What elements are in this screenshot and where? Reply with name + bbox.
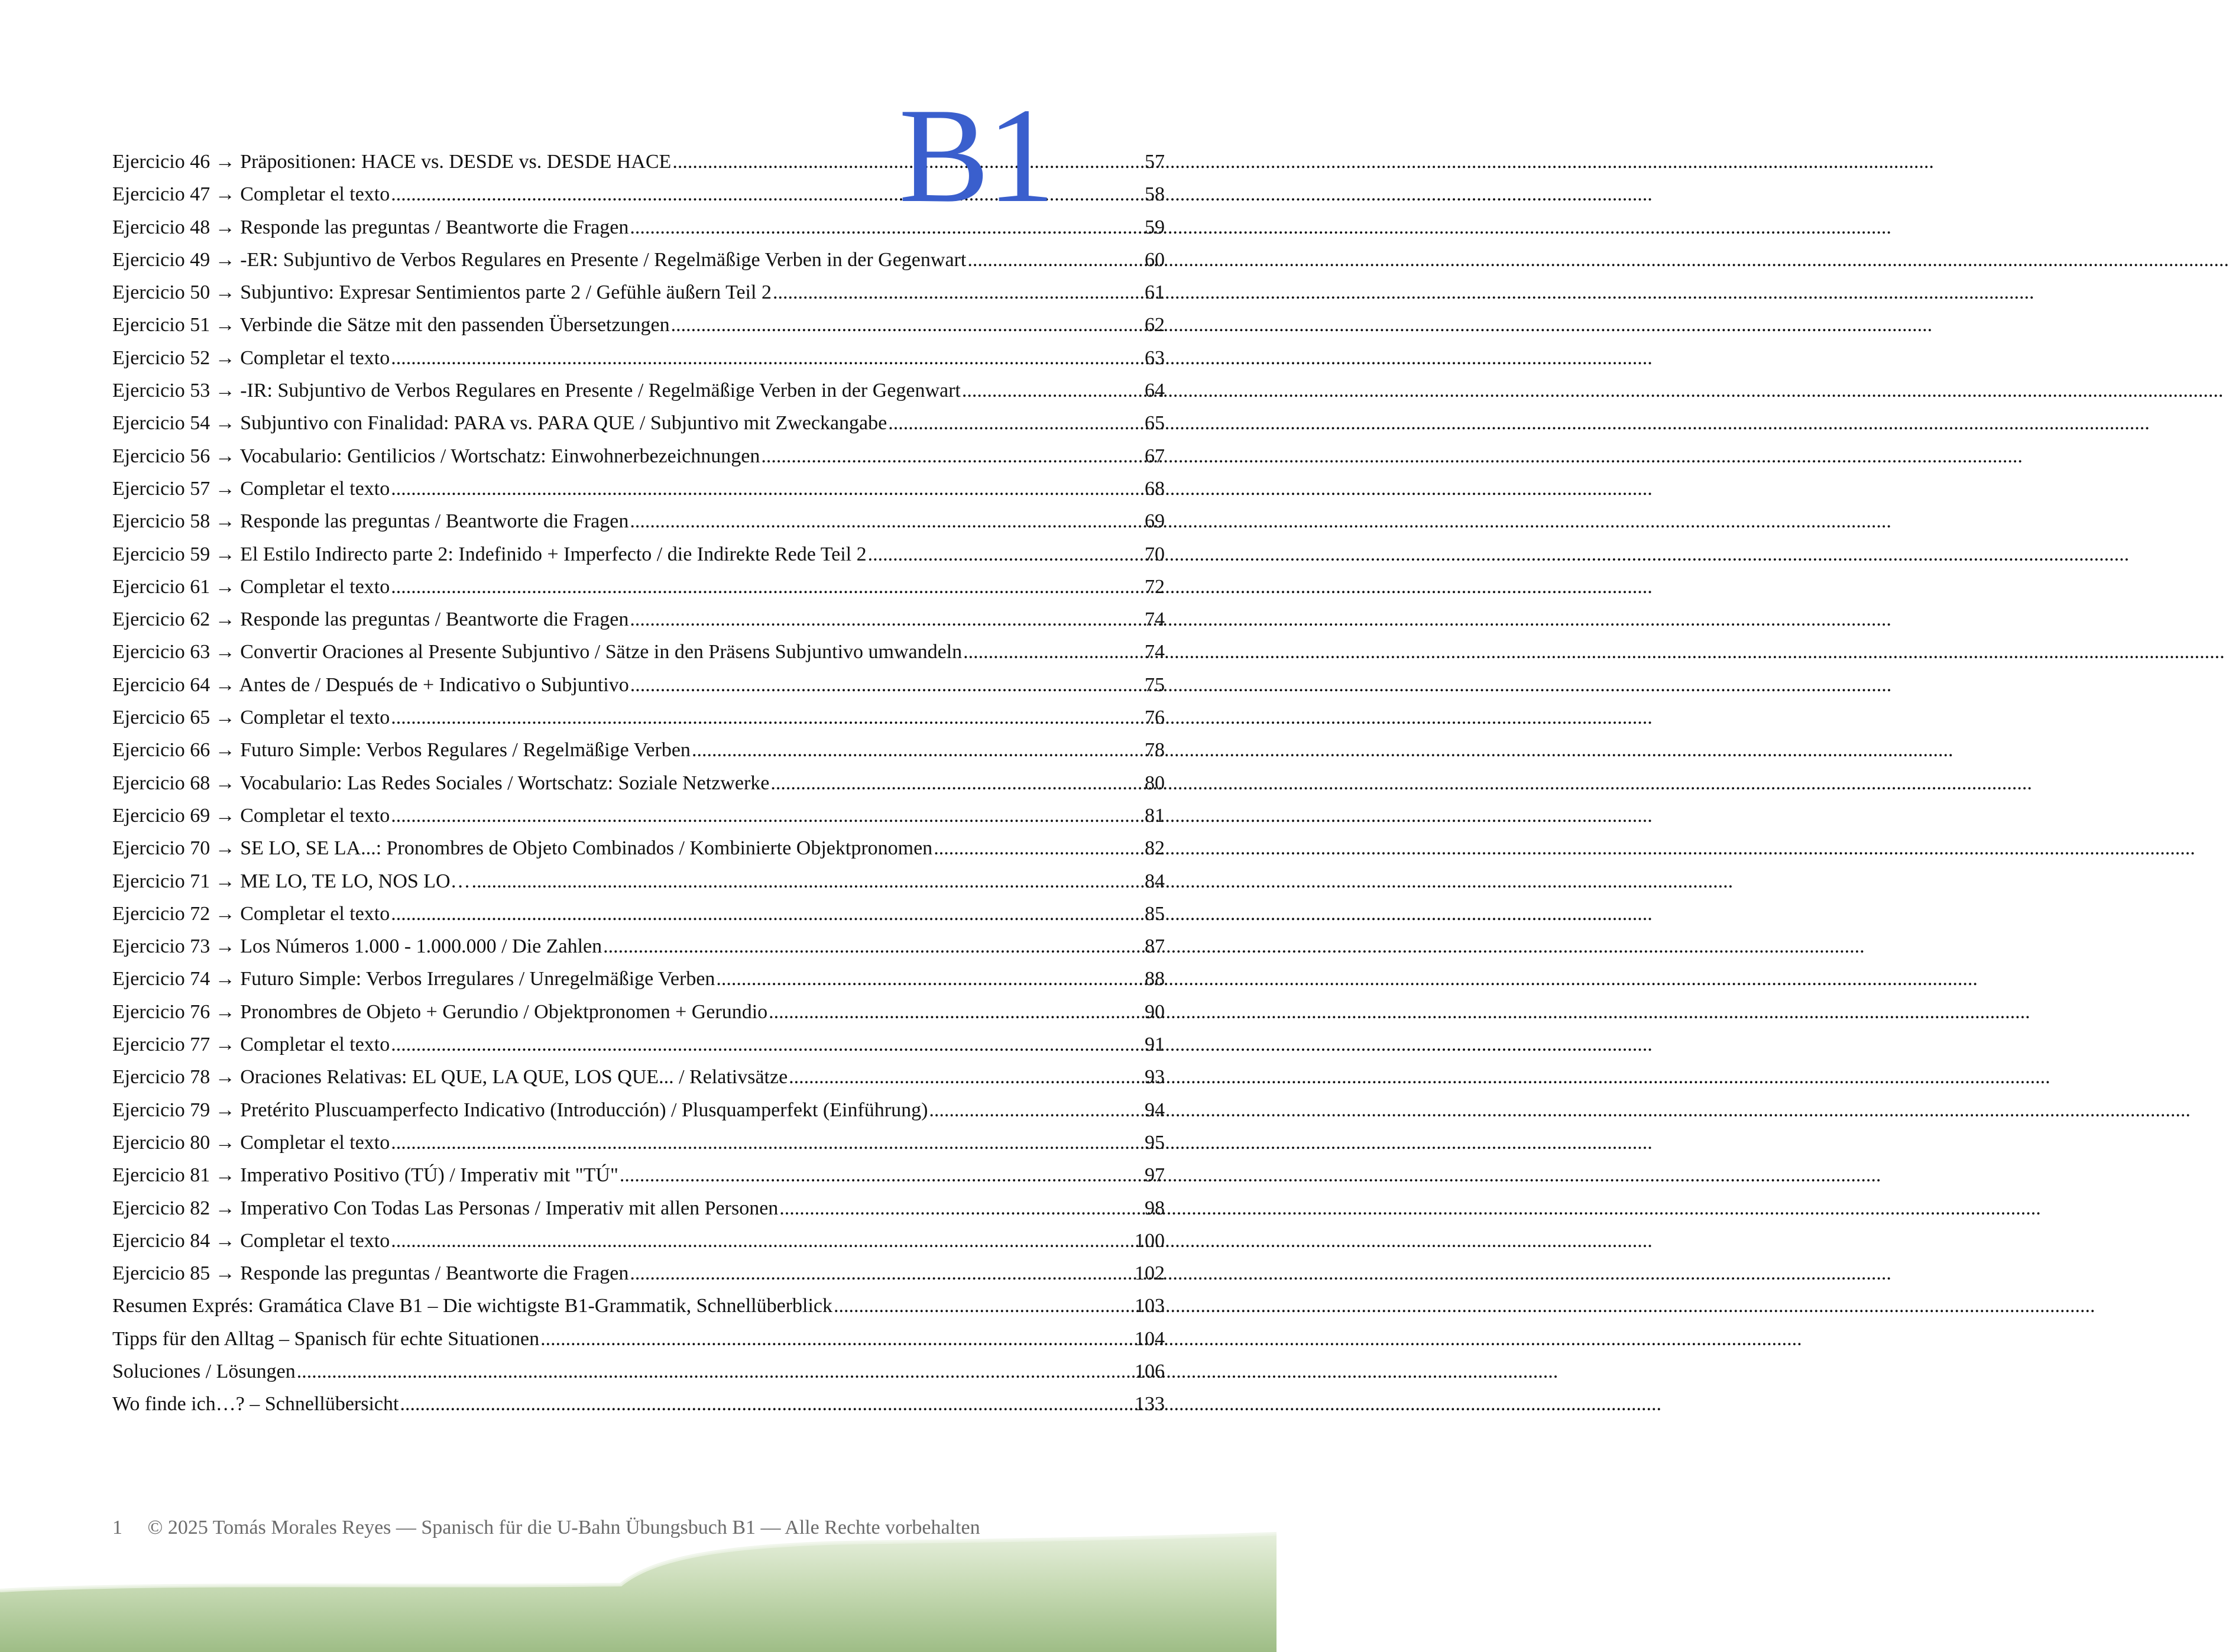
toc-dot-leader — [934, 837, 1143, 860]
toc-entry-title: Ejercicio 58 → Responde las preguntas / Beantworte die Fragen — [112, 510, 629, 533]
toc-dot-leader — [630, 674, 1143, 697]
toc-entry — [112, 641, 1165, 673]
toc-entry-title: Ejercicio 53 → -IR: Subjuntivo de Verbos Regulares en Presente / Regelmäßige Verben in der Gegenwart — [112, 380, 961, 402]
toc-dot-leader — [716, 968, 1143, 990]
toc-entry-page: 104 — [1135, 1327, 1165, 1350]
decorative-green-wave — [0, 1525, 1277, 1652]
toc-entry-title: Ejercicio 48 → Responde las preguntas / Beantworte die Fragen — [112, 216, 629, 238]
table-of-contents — [112, 151, 1165, 1426]
toc-entry-page: 91 — [1145, 1034, 1165, 1056]
toc-entry-title: Ejercicio 50 → Subjuntivo: Expresar Sentimientos parte 2 / Gefühle äußern Teil 2 — [112, 281, 772, 304]
toc-entry — [112, 1230, 1165, 1262]
page-number: 1 — [112, 1517, 122, 1538]
toc-entry-title: Ejercicio 56 → Vocabulario: Gentilicios / Wortschatz: Einwohnerbezeichnungen — [112, 445, 760, 467]
toc-entry-title: Ejercicio 59 → El Estilo Indirecto parte 2: Indefinido + Imperfecto / die Indirekte Rede Teil 2 — [112, 543, 867, 565]
toc-entry-title: Ejercicio 72 → Completar el texto — [112, 902, 390, 925]
toc-entry-page: 88 — [1145, 968, 1165, 990]
toc-entry — [112, 412, 1165, 445]
toc-entry-page: 70 — [1145, 543, 1165, 565]
toc-entry-page: 87 — [1145, 935, 1165, 958]
toc-entry — [112, 1393, 1165, 1426]
toc-entry-page: 62 — [1145, 314, 1165, 336]
toc-entry-title: Ejercicio 51 → Verbinde die Sätze mit den passenden Übersetzungen — [112, 314, 670, 336]
toc-entry — [112, 674, 1165, 707]
toc-entry — [112, 1132, 1165, 1164]
toc-dot-leader — [929, 1099, 1143, 1122]
toc-entry — [112, 1001, 1165, 1034]
toc-dot-leader — [391, 1132, 1143, 1154]
toc-entry — [112, 1328, 1165, 1361]
toc-entry-title: Ejercicio 81 → Imperativo Positivo (TÚ) / Imperativ mit "TÚ" — [112, 1164, 618, 1187]
toc-entry-title: Ejercicio 62 → Responde las preguntas / Beantworte die Fragen — [112, 608, 629, 631]
toc-dot-leader — [761, 445, 1143, 468]
toc-entry — [112, 1099, 1165, 1132]
toc-entry-title: Ejercicio 57 → Completar el texto — [112, 477, 390, 500]
toc-entry — [112, 445, 1165, 478]
level-badge: B1 — [899, 80, 1053, 231]
toc-dot-leader — [770, 772, 1143, 795]
toc-entry-title: Ejercicio 84 → Completar el texto — [112, 1229, 390, 1252]
toc-dot-leader — [391, 1230, 1133, 1252]
toc-entry — [112, 772, 1165, 805]
toc-entry — [112, 707, 1165, 739]
toc-entry — [112, 935, 1165, 968]
toc-entry-page: 82 — [1145, 837, 1165, 860]
toc-entry-title: Ejercicio 68 → Vocabulario: Las Redes Sociales / Wortschatz: Soziale Netzwerke — [112, 772, 770, 794]
toc-entry — [112, 968, 1165, 1000]
toc-dot-leader — [671, 314, 1143, 336]
page-footer — [112, 1517, 980, 1539]
toc-entry-page: 94 — [1145, 1099, 1165, 1121]
toc-entry — [112, 1361, 1165, 1393]
toc-dot-leader — [603, 935, 1143, 958]
toc-entry — [112, 1066, 1165, 1099]
toc-entry-page: 95 — [1145, 1131, 1165, 1154]
toc-entry-page: 102 — [1135, 1262, 1165, 1285]
toc-entry — [112, 870, 1165, 903]
toc-entry-title: Ejercicio 66 → Futuro Simple: Verbos Regulares / Regelmäßige Verben — [112, 739, 691, 762]
toc-entry-page: 97 — [1145, 1164, 1165, 1187]
toc-dot-leader — [630, 608, 1143, 631]
toc-entry-title: Tipps für den Alltag – Spanisch für echte Situationen — [112, 1327, 540, 1350]
toc-entry-page: 75 — [1145, 673, 1165, 696]
toc-entry-page: 76 — [1145, 707, 1165, 729]
toc-entry-page: 90 — [1145, 1000, 1165, 1023]
toc-entry-title: Ejercicio 63 → Convertir Oraciones al Presente Subjuntivo / Sätze in den Präsens Subjuntivo umwandeln — [112, 641, 963, 663]
toc-entry-page: 85 — [1145, 902, 1165, 925]
toc-entry-page: 58 — [1145, 183, 1165, 206]
toc-entry-title: Ejercicio 80 → Completar el texto — [112, 1131, 390, 1154]
toc-entry-title: Ejercicio 74 → Futuro Simple: Verbos Irregulares / Unregelmäßige Verben — [112, 968, 715, 990]
toc-dot-leader — [391, 576, 1143, 598]
toc-dot-leader — [391, 903, 1143, 925]
toc-entry — [112, 1034, 1165, 1066]
toc-entry-page: 133 — [1135, 1393, 1165, 1415]
toc-entry — [112, 1295, 1165, 1327]
toc-dot-leader — [962, 380, 1143, 402]
toc-entry-page: 69 — [1145, 510, 1165, 533]
toc-entry-title: Ejercicio 54 → Subjuntivo con Finalidad: PARA vs. PARA QUE / Subjuntivo mit Zweckangabe — [112, 412, 887, 435]
toc-entry-page: 65 — [1145, 412, 1165, 435]
toc-dot-leader — [391, 1034, 1143, 1056]
toc-entry-title: Ejercicio 52 → Completar el texto — [112, 346, 390, 369]
toc-entry-page: 103 — [1135, 1295, 1165, 1317]
toc-dot-leader — [779, 1197, 1143, 1220]
toc-dot-leader — [834, 1295, 1133, 1317]
toc-entry-page: 81 — [1145, 804, 1165, 827]
toc-entry-page: 64 — [1145, 380, 1165, 402]
toc-entry-page: 68 — [1145, 477, 1165, 500]
toc-entry-title: Ejercicio 69 → Completar el texto — [112, 804, 390, 827]
toc-entry-page: 61 — [1145, 281, 1165, 304]
toc-entry-page: 74 — [1145, 608, 1165, 631]
toc-entry — [112, 543, 1165, 576]
toc-dot-leader — [297, 1361, 1133, 1383]
toc-entry — [112, 347, 1165, 380]
copyright-notice: © 2025 Tomás Morales Reyes — Spanisch für die U-Bahn Übungsbuch B1 — Alle Rechte vorbehalten — [147, 1517, 980, 1538]
toc-dot-leader — [773, 281, 1143, 304]
toc-entry — [112, 1197, 1165, 1230]
toc-entry — [112, 576, 1165, 608]
toc-dot-leader — [630, 216, 1143, 239]
toc-entry — [112, 249, 1165, 281]
toc-entry-title: Ejercicio 78 → Oraciones Relativas: EL QUE, LA QUE, LOS QUE... / Relativsätze — [112, 1066, 788, 1089]
toc-entry-title: Ejercicio 85 → Responde las preguntas / Beantworte die Fragen — [112, 1262, 629, 1285]
toc-dot-leader — [391, 478, 1143, 500]
toc-entry-title: Wo finde ich…? – Schnellübersicht — [112, 1393, 399, 1415]
toc-entry-title: Soluciones / Lösungen — [112, 1360, 296, 1382]
toc-entry-page: 98 — [1145, 1197, 1165, 1219]
toc-dot-leader — [963, 641, 1143, 663]
toc-dot-leader — [620, 1164, 1143, 1187]
toc-entry-page: 59 — [1145, 216, 1165, 238]
toc-entry — [112, 739, 1165, 772]
toc-entry-page: 67 — [1145, 445, 1165, 467]
toc-entry-title: Ejercicio 82 → Imperativo Con Todas Las Personas / Imperativ mit allen Personen — [112, 1197, 779, 1219]
toc-entry-page: 100 — [1135, 1229, 1165, 1252]
toc-dot-leader — [868, 543, 1143, 566]
toc-entry-page: 80 — [1145, 772, 1165, 794]
toc-dot-leader — [630, 1262, 1133, 1285]
toc-dot-leader — [630, 510, 1143, 533]
toc-entry-title: Ejercicio 49 → -ER: Subjuntivo de Verbos Regulares en Presente / Regelmäßige Verben in der Gegenwart — [112, 248, 967, 271]
toc-entry-title: Ejercicio 61 → Completar el texto — [112, 575, 390, 598]
toc-dot-leader — [391, 347, 1143, 370]
toc-entry — [112, 510, 1165, 543]
toc-entry-page: 60 — [1145, 248, 1165, 271]
toc-entry — [112, 281, 1165, 314]
toc-dot-leader — [391, 805, 1143, 827]
toc-entry — [112, 805, 1165, 837]
toc-entry-title: Ejercicio 65 → Completar el texto — [112, 707, 390, 729]
toc-entry-title: Ejercicio 46 → Präpositionen: HACE vs. DESDE vs. DESDE HACE — [112, 151, 672, 173]
toc-dot-leader — [540, 1328, 1133, 1350]
toc-dot-leader — [472, 870, 1143, 893]
toc-dot-leader — [692, 739, 1143, 762]
toc-entry-page: 57 — [1145, 151, 1165, 173]
toc-entry-title: Ejercicio 47 → Completar el texto — [112, 183, 390, 206]
toc-entry-page: 74 — [1145, 641, 1165, 663]
toc-dot-leader — [769, 1001, 1143, 1023]
toc-entry — [112, 314, 1165, 346]
toc-dot-leader — [967, 249, 1143, 271]
toc-dot-leader — [391, 707, 1143, 729]
toc-dot-leader — [400, 1393, 1133, 1415]
toc-entry — [112, 837, 1165, 870]
toc-entry-page: 72 — [1145, 575, 1165, 598]
toc-entry-title: Ejercicio 64 → Antes de / Después de + Indicativo o Subjuntivo — [112, 673, 629, 696]
toc-entry-title: Ejercicio 71 → ME LO, TE LO, NOS LO… — [112, 870, 471, 892]
toc-entry — [112, 1262, 1165, 1295]
toc-entry-page: 106 — [1135, 1360, 1165, 1382]
toc-entry-page: 93 — [1145, 1066, 1165, 1089]
toc-entry-title: Ejercicio 73 → Los Números 1.000 - 1.000.000 / Die Zahlen — [112, 935, 602, 958]
toc-entry-title: Ejercicio 77 → Completar el texto — [112, 1034, 390, 1056]
toc-entry-title: Resumen Exprés: Gramática Clave B1 – Die wichtigste B1-Grammatik, Schnellüberblick — [112, 1295, 833, 1317]
toc-entry-page: 84 — [1145, 870, 1165, 892]
toc-entry — [112, 478, 1165, 510]
toc-entry — [112, 608, 1165, 641]
toc-dot-leader — [789, 1066, 1143, 1089]
toc-dot-leader — [888, 412, 1143, 435]
toc-entry — [112, 380, 1165, 412]
toc-entry — [112, 903, 1165, 935]
toc-entry-page: 78 — [1145, 739, 1165, 762]
toc-entry-page: 63 — [1145, 346, 1165, 369]
toc-entry-title: Ejercicio 70 → SE LO, SE LA...: Pronombres de Objeto Combinados / Kombinierte Objektpronomen — [112, 837, 933, 860]
toc-entry-title: Ejercicio 79 → Pretérito Pluscuamperfecto Indicativo (Introducción) / Plusquamperfekt (Einführung) — [112, 1099, 928, 1121]
toc-entry-title: Ejercicio 76 → Pronombres de Objeto + Gerundio / Objektpronomen + Gerundio — [112, 1000, 768, 1023]
toc-entry — [112, 1164, 1165, 1197]
